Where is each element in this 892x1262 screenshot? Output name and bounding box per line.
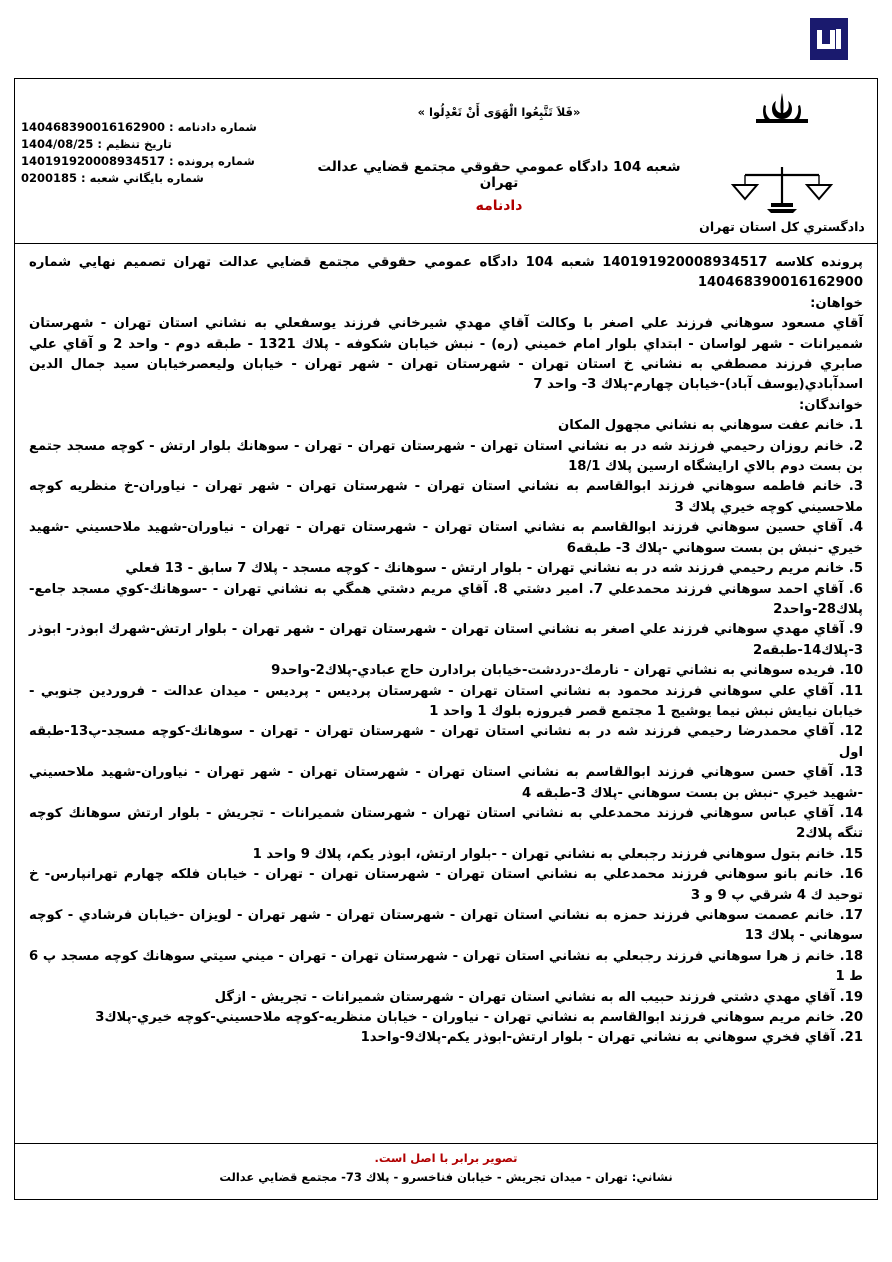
case-header-paragraph: پرونده كلاسه 140191920008934517 شعبه 104 دادگاه عمومي حقوقي مجتمع قضايي عدالت تهران تصميم نهايي شماره 140468390016162900 (29, 255, 863, 291)
defendants-label: خواندگان: (798, 397, 863, 413)
justice-scales-icon (727, 163, 837, 215)
meta-case-number: شماره پرونده : 140191920008934517 (21, 154, 255, 168)
defendant-item: 2. خانم روزان رحيمي فرزند شه در به نشاني استان تهران - شهرستان تهران - تهران - سوهانك بلوار ارتش - كوچه مسجد جتمع بن بست دوم بالاي ارايشگاه ارسين پلاك 18/1 (29, 438, 863, 475)
defendant-item: 19. آقاي مهدي دشتي فرزند حبيب اله به نشاني استان تهران - شهرستان شميرانات - تجريش - ازگل (214, 989, 863, 1005)
document-type-title: دادنامه (475, 198, 523, 214)
meta-verdict-number: شماره دادنامه : 140468390016162900 (21, 120, 257, 134)
header-center (313, 79, 685, 214)
defendant-item: 5. خانم مريم رحيمي فرزند شه در به نشاني تهران - بلوار ارتش - سوهانك - كوچه مسجد - پلاك 7 سابق - 13 فعلي (125, 561, 863, 577)
iran-national-emblem-icon (750, 89, 814, 161)
defendant-item: 4. آقاي حسين سوهاني فرزند ابوالقاسم به نشاني استان تهران - شهرستان تهران - تهران - نياوران-شهيد ملاحسيني -شهيد خيري -نبش بن بست سوهاني -پلاك 3- طبقه6 (29, 520, 863, 556)
plaintiff-paragraph: آقاي مسعود سوهاني فرزند علي اصغر با وكالت آقاي مهدي شيرخاني فرزند يوسفعلي به نشاني استان تهران - شهرستان شميرانات - شهر لواسان - ابتداي بلوار امام خميني (ره) - نبش خيابان شكوفه - پلاك 1321 - طبقه دوم - واحد 2 و آقاي علي صابري فرزند مصطفي به نشاني خ استان تهران - شهرستان تهران - شهر تهران - خيابان وليعصرخيابان سيد جمال الدين اسدآبادي(يوسف آباد)-خيابان چهارم-پلاك 3- واحد 7 (29, 316, 863, 393)
defendant-item: 6. آقاي احمد سوهاني فرزند محمدعلي 7. امير دشتي 8. آقاي مريم دشتي همگي به نشاني تهران - -سوهانك-كوي مسجد جامع- پلاك28-واحد2 (29, 581, 863, 617)
court-address: نشاني: تهران - ميدان تجريش - خيابان فناخسرو - پلاك 73- مجتمع قضايي عدالت (219, 1170, 673, 1184)
defendant-item: 17. خانم عصمت سوهاني فرزند حمزه به نشاني استان تهران - شهرستان تهران - شهر تهران - لويزان -خيابان فرشادي - كوچه سوهاني - پلاك 13 (29, 908, 863, 944)
defendant-item: 15. خانم بتول سوهاني فرزند رجبعلي به نشاني تهران - -بلوار ارتش، ابوذر يكم، پلاك 9 واحد 1 (252, 846, 863, 862)
defendant-item: 13. آقاي حسن سوهاني فرزند ابوالقاسم به نشاني استان تهران - شهرستان تهران - شهر تهران - نياوران-شهيد ملاحسيني -شهيد خيري -نبش بن بست سوهاني -پلاك 3-طبقه 4 (29, 765, 863, 801)
certification-note: تصوير برابر با اصل است. (374, 1151, 518, 1165)
meta-archive-number: شماره بايگاني شعبه : 0200185 (21, 171, 204, 185)
defendant-item: 16. خانم بانو سوهاني فرزند محمدعلي به نشاني استان تهران - شهرستان تهران - تهران - خيابان فلكه چهارم تهرانپارس- خ توحيد ك 4 شرقي پ 9 و 3 (29, 867, 863, 903)
national-emblem-mark-icon (810, 18, 848, 60)
document-header (14, 78, 878, 244)
top-strip (0, 0, 892, 78)
document-body (14, 244, 878, 1144)
document-footer (14, 1144, 878, 1200)
defendant-item: 18. خانم ز هرا سوهاني فرزند رجبعلي به نشاني استان تهران - شهرستان تهران - تهران - ميني سيتي سوهانك كوچه مسجد پ 6 ط 1 (29, 948, 863, 985)
defendant-item: 3. خانم فاطمه سوهاني فرزند ابوالقاسم به نشاني استان تهران - شهرستان تهران - شهر تهران - نياوران-خ منظريه كوچه ملاحسيني كوچه خيري پلاك 3 (29, 479, 863, 515)
body-text-block (29, 253, 863, 1049)
defendant-item: 14. آقاي عباس سوهاني فرزند محمدعلي به نشاني استان تهران - شهرستان شميرانات - تجريش - بلوار ارتش سوهانك كوچه تنگه پلاك2 (29, 805, 863, 842)
meta-date: تاريخ تنظيم : 1404/08/25 (21, 137, 172, 151)
defendant-item: 9. آقاي مهدي سوهاني فرزند علي اصغر به نشاني استان تهران - شهرستان تهران - شهر تهران - بلوار ارتش-شهرك ابوذر- ابوذر 3-پلاك14-طبقه2 (29, 622, 863, 658)
quran-verse: «فَلاَ تَتَّبِعُوا الْهَوَى أَنْ تَعْدِلُوا » (417, 105, 581, 119)
document-meta (21, 79, 311, 187)
organization-name: دادگستري كل استان تهران (699, 219, 865, 234)
defendant-item: 21. آقاي فخري سوهاني به نشاني تهران - بلوار ارتش-ابوذر يكم-پلاك9-واحد1 (360, 1030, 863, 1046)
defendant-item: 20. خانم مريم سوهاني فرزند ابوالقاسم به نشاني تهران - نياوران - خيابان منظريه-كوچه ملاحسيني-كوچه خيري-پلاك3 (95, 1010, 863, 1026)
defendant-item: 12. آقاي محمدرضا رحيمي فرزند شه در به نشاني استان تهران - شهرستان تهران - تهران - سوهانك-كوچه مسجد-پ13-طبقه اول (29, 724, 863, 760)
plaintiff-label: خواهان: (810, 295, 863, 311)
defendant-item: 10. فريده سوهاني به نشاني تهران - نارمك-دردشت-خيابان برادارن حاج عبادي-پلاك2-واحد9 (271, 663, 863, 679)
court-branch-title: شعبه 104 دادگاه عمومي حقوقي مجتمع قضايي عدالت تهران (317, 159, 681, 191)
emblem-cell (687, 79, 877, 243)
defendant-item: 11. آقاي علي سوهاني فرزند محمود به نشاني استان تهران - شهرستان پرديس - پرديس - ميدان عدالت - فروردين جنوبي - خيابان نيايش نبش نيما يوشيج 1 مجتمع قصر فيروزه بلوك 1 واحد 1 (29, 683, 863, 719)
defendant-item: 1. خانم عفت سوهاني به نشاني مجهول المكان (557, 418, 863, 434)
